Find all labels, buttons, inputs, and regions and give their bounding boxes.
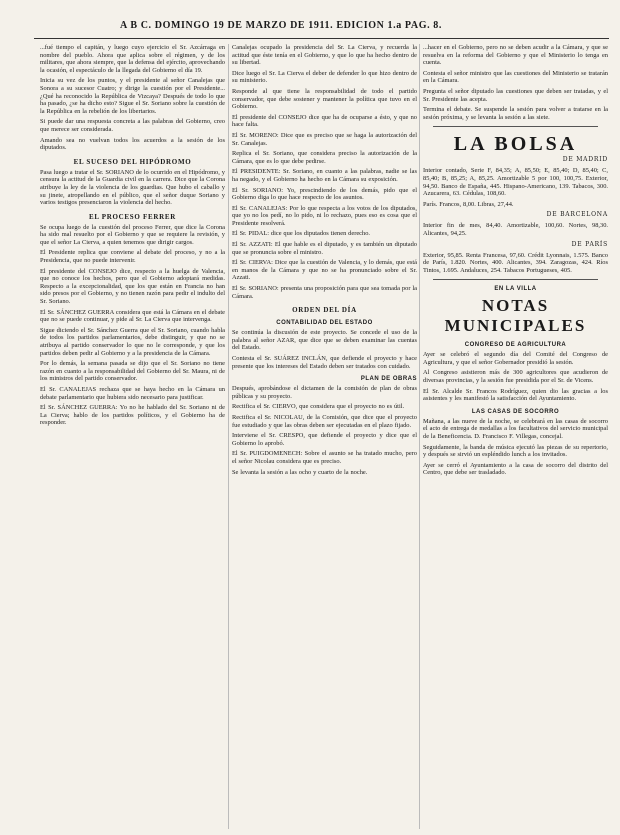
paragraph: ...fué tiempo el capitán, y luego cuyo ejercicio el Sr. Azcárraga en nombre del pueblo. Ahora que aplica sobre el régimen, y de los militares, que ahora siempre, que la defensa del ejército, aprovechando la ocasión, el espectáculo de la llegada del Gobierno el día 19. (40, 44, 225, 74)
paragraph: El Sr. PUIGDOMENECH: Sobre el asunto se ha tratado mucho, pero el señor Nicolau considera que es preciso. (232, 450, 417, 465)
divider (433, 279, 598, 280)
paragraph: Después, aprobándose el dictamen de la comisión de plan de obras públicas y su proyecto. (232, 385, 417, 400)
paragraph: Ayer se cerró el Ayuntamiento a la casa de socorro del distrito del Centro, que debe ser trasladado. (423, 461, 608, 477)
paragraph: El Sr. SÁNCHEZ GUERRA: Yo no he hablado del Sr. Soriano ni de La Cierva; hablo de los partidos políticos, y el Gobierno ha de responder. (40, 404, 225, 427)
market-heading: DE BARCELONA (546, 211, 608, 219)
section-heading: EL PROCESO FERRER (89, 212, 176, 221)
paragraph: Pregunta el señor diputado las cuestiones que deben ser tratadas, y el Sr. Presidente las acepta. (423, 87, 608, 103)
paragraph: Se ocupa luego de la cuestión del proceso Ferrer, que dice la Corona ha sido mal resuelto por el Gobierno y que se requiere la revisión, y que el señor La Cierva, a quien tenemos que dirigir cargos. (40, 223, 225, 246)
paragraph: Seguidamente, la banda de música ejecutó las piezas de su repertorio, y después se sirvió un espléndido lunch a los invitados. (423, 443, 608, 459)
paragraph: Interviene el Sr. CRESPO, que defiende el proyecto y dice que el Gobierno lo aprobó. (232, 432, 417, 447)
bolsa-heading: LA BOLSA (453, 133, 578, 156)
paragraph: Replica el Sr. Soriano, que considera preciso la autorización de la Cámara, que es lo que debe pedirse. (232, 150, 417, 165)
paragraph: Contesta el señor ministro que las cuestiones del Ministerio se tratarán en la Cámara. (423, 69, 608, 85)
paragraph: Pasa luego a tratar el Sr. SORIANO de lo ocurrido en el Hipódromo, y censura la actitud de la Guardia civil en la carrera. Dice que la Corona atribuye la ley de la violencia de los guardias. Que hubo el caballo y su jinete, atropellando en el público, que el señor duque Soriano y varios testigos presenciaron la violencia del hecho. (40, 168, 225, 207)
paragraph: El Sr. PIDAL: dice que los diputados tienen derecho. (232, 230, 370, 238)
market-heading: DE PARÍS (571, 240, 608, 248)
paragraph: El Sr. SORIANO: Yo, prescindiendo de los demás, pido que el Gobierno diga lo que hace respecto de los asuntos. (232, 186, 417, 202)
paragraph: Si puede dar una respuesta concreta a las palabras del Gobierno, creo que merece ser considerada. (40, 118, 225, 133)
paragraph: Canalejas ocupado la presidencia del Sr. La Cierva, y recuerda la actitud que éste tenía en el Gobierno, y que lo que ha hecho dentro de su libertad. (232, 44, 417, 67)
paragraph: Amando sea no vuelvan todos los acuerdos a la sesión de los diputados. (40, 136, 225, 152)
section-kicker: EN LA VILLA (494, 286, 537, 293)
paragraph: Al Congreso asistieron más de 300 agricultores que acudieron de diversas provincias, y la sesión fue presidida por el Sr. de Vicens. (423, 369, 608, 385)
paragraph: París. Francos, 8,00. Libras, 27,44. (423, 200, 514, 208)
paragraph: El Sr. CIERVA: Dice que la cuestión de Valencia, y lo demás, que está en manos de la Cámara y que no se ha pronunciado sobre el Sr. Azzati. (232, 259, 417, 282)
paragraph: Por lo demás, la semana pasada se dijo que el Sr. Soriano no tiene razón en cuanto a la responsabilidad del Gobierno del Sr. Maura, ni de los ministros del partido conservador. (40, 360, 225, 383)
paragraph: El Sr. SORIANO: presenta una proposición para que sea tomada por la Cámara. (232, 285, 417, 300)
paragraph: Sigue diciendo el Sr. Sánchez Guerra que el Sr. Soriano, cuando habla de todos los partidos parlamentarios, debe distinguir, y que no se atribuya al partido conservador lo que no le corresponde, y que los partidos deben pedir al Gobierno y a la presidencia de la Cámara. (40, 326, 225, 357)
subsection-heading: CONGRESO DE AGRICULTURA (464, 342, 567, 349)
paragraph: Responde al que tiene la responsabilidad de todo el partido conservador, que debe sostener y mantener la política que tuvo en el Gobierno. (232, 87, 417, 111)
paragraph: El Presidente replica que conviene al debate del proceso, y no a la Presidencia, que no puede intervenir. (40, 249, 225, 265)
paragraph: Interior fin de mes, 84,40. Amortizable, 100,60. Nortes, 98,30. Alicantes, 94,25. (423, 222, 608, 237)
column-1 (40, 44, 225, 430)
paragraph: Se levanta la sesión a las ocho y cuarto de la noche. (232, 468, 368, 476)
column-2 (232, 44, 417, 479)
subsection-heading: CONTABILIDAD DEL ESTADO (276, 320, 373, 327)
paragraph: Exterior, 95,85. Renta Francesa, 97,60. Crédit Lyonnais, 1.575. Banco de París, 1.820. Nortes, 400. Alicantes, 394. Zaragozas, 424. Ríos Tintos, 1.695. Andaluces, 254. Tabacos Portugueses, 405. (423, 251, 608, 274)
paragraph: Se continúa la discusión de este proyecto. Se concede el uso de la palabra al señor AZAR, que dice que se deben examinar las cuentas del Estado. (232, 329, 417, 352)
bolsa-subheading: DE MADRID (562, 156, 608, 164)
column-divider (419, 44, 420, 829)
paragraph: Inicia su vez de los puntos, y el presidente al señor Canalejas que Sonora a su sucesor Cuatro; y dirige la cuestión por el Presidente... ¿Qué ha reconocido la República de Vizcaya? Después de todo lo que ha pasado, ¿se ha dicho esto? Sigue el Sr. Soriano sobre la cuestión de la República en la rebelión de los libertarios. (40, 77, 225, 115)
paragraph: ...hacer en el Gobierno, pero no se deben acudir a la Cámara, y que se resuelva en la reforma del Gobierno y que el Ministerio lo tenga en cuenta. (423, 44, 608, 67)
paragraph: Rectifica el Sr. CIERVO, que considera que el proyecto no es útil. (232, 403, 405, 411)
subsection-heading: LAS CASAS DE SOCORRO (471, 408, 560, 415)
masthead-rule (34, 38, 609, 39)
paragraph: Termina el debate. Se suspende la sesión para volver a tratarse en la sesión próxima, y se levanta la sesión a las siete. (423, 106, 608, 121)
paragraph: El presidente del CONSEJO dice, respecto a la huelga de Valencia, que no conoce los hechos, pero que el Gobierno adoptará medidas. Respecto a la excepcionalidad, que los que están en Francia no han sido presos por el Gobierno, y no tienen razón para pedir el indulto del Sr. Soriano. (40, 267, 225, 306)
paragraph: El Sr. AZZATI: El que hable es el diputado, y es también un diputado que se pronuncia sobre el ministro. (232, 241, 417, 256)
paragraph: Contesta el Sr. SUÁREZ INCLÁN, que defiende el proyecto y hace presente que los intereses del Estado deben ser tratados con cuidado. (232, 355, 417, 370)
paragraph: El presidente del CONSEJO dice que ha de ocuparse a ésto, y que no hace falta. (232, 113, 417, 129)
column-divider (228, 44, 229, 829)
paragraph: Interior contado, Serie F, 84,35; A, 85,50; E, 85,40; D, 85,40; C, 85,40; B, 85,25; A, 85,25. Amortizable 5 por 100, 100,75. Exterior, 94,50. Banco de España, 445. Hispano-Americano, 139. Tabacos, 300. Azucarera, 63. Cédulas, 108,60. (423, 167, 608, 198)
paragraph: Ayer se celebró el segundo día del Comité del Congreso de Agricultura, y que el señor Gobernador presidió la sesión. (423, 351, 608, 366)
subsection-heading: PLAN DE OBRAS (360, 376, 417, 383)
paragraph: Dice luego el Sr. La Cierva el deber de defender lo que hizo dentro de su ministerio. (232, 69, 417, 85)
notas-heading: NOTAS MUNICIPALES (444, 296, 587, 336)
divider (433, 126, 598, 127)
column-3 (423, 44, 608, 480)
paragraph: El Sr. SÁNCHEZ GUERRA considera que está la Cámara en el debate que no se puede continuar, y pide al Sr. La Cierva que intervenga. (40, 308, 225, 324)
paragraph: El Sr. MORENO: Dice que es preciso que se haga la autorización del Sr. Canalejas. (232, 131, 417, 147)
paragraph: El Sr. CANALEJAS: Por lo que respecta a los votos de los diputados, que yo no los pedí, no lo pido, ni lo rechazo, pues eso es cosa que el Presidente resolverá. (232, 204, 417, 227)
paragraph: El PRESIDENTE: Sr. Soriano, en cuanto a las palabras, nadie se las ha negado, y el Gobierno ha hecho en la Cámara su exposición. (232, 168, 417, 183)
paragraph: Mañana, a las nueve de la noche, se celebrará en las casas de socorro el acto de entrega de medallas a los facultativos del servicio municipal de la Beneficencia. D. Francisco F. Villegas, concejal. (423, 417, 608, 441)
section-heading: EL SUCESO DEL HIPÓDROMO (73, 157, 192, 166)
section-heading: ORDEN DEL DÍA (292, 306, 357, 315)
paragraph: El Sr. CANALEJAS rechaza que se haya hecho en la Cámara un debate parlamentario que hubiera sido necesario para justificar. (40, 385, 225, 401)
paragraph: Rectifica el Sr. NICOLAU, de la Comisión, que dice que el proyecto fue estudiado y que las obras deben ser ejecutadas en el plazo fijado. (232, 413, 417, 429)
paragraph: El Sr. Alcalde Sr. Francos Rodríguez, quien dio las gracias a los asistentes y les manifestó la satisfacción del Ayuntamiento. (423, 387, 608, 403)
masthead: A B C. DOMINGO 19 DE MARZO DE 1911. EDICION 1.a PAG. 8. (120, 20, 442, 31)
